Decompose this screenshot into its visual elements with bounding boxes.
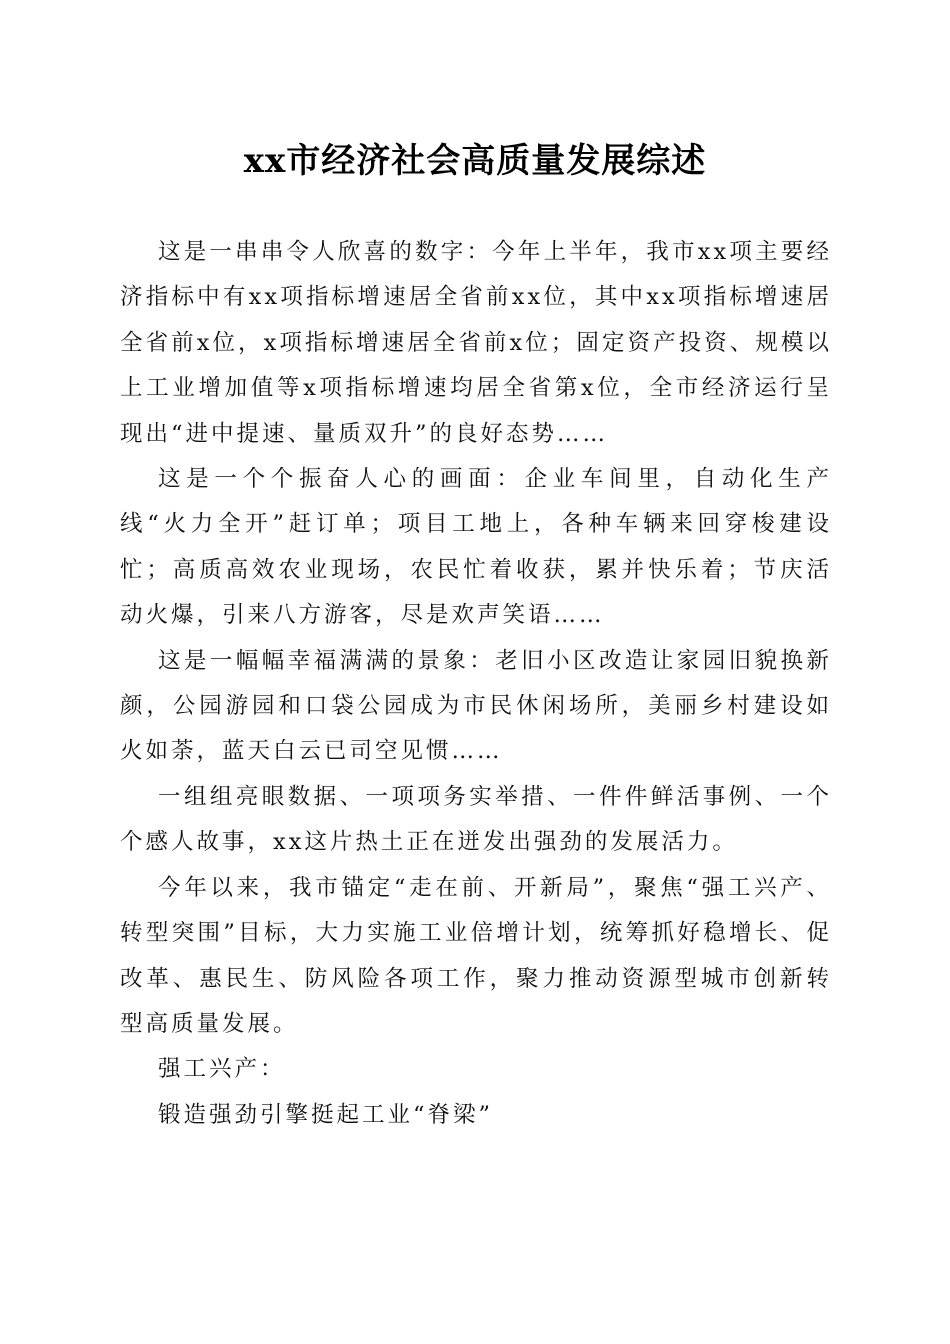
paragraph-scenes: 这是一个个振奋人心的画面：企业车间里，自动化生产线“火力全开”赶订单；项目工地上，各种车辆来回穿梭建设忙；高质高效农业现场，农民忙着收获，累并快乐着；节庆活动火爆，引来八方游客，尽是欢声笑语…… xyxy=(120,466,832,629)
section-subheading: 锻造强劲引擎挺起工业“脊梁” xyxy=(158,1101,494,1128)
document-title: xx市经济社会高质量发展综述 xyxy=(243,141,707,181)
document-body xyxy=(120,230,832,1138)
paragraph-vitality: 一组组亮眼数据、一项项务实举措、一件件鲜活事例、一个个感人故事，xx这片热土正在迸发出强劲的发展活力。 xyxy=(120,783,832,856)
paragraph-numbers: 这是一串串令人欣喜的数字：今年上半年，我市xx项主要经济指标中有xx项指标增速居全省前xx位，其中xx项指标增速居全省前x位，x项指标增速居全省前x位；固定资产投资、规模以上工业增加值等x项指标增速均居全省第x位，全市经济运行呈现出“进中提速、量质双升”的良好态势…… xyxy=(120,239,832,447)
paragraph-happiness: 这是一幅幅幸福满满的景象：老旧小区改造让家园旧貌换新颜，公园游园和口袋公园成为市民休闲场所，美丽乡村建设如火如荼，蓝天白云已司空见惯…… xyxy=(120,647,832,765)
paragraph-this-year: 今年以来，我市锚定“走在前、开新局”，聚焦“强工兴产、转型突围”目标，大力实施工业倍增计划，统筹抓好稳增长、促改革、惠民生、防风险各项工作，聚力推动资源型城市创新转型高质量发展。 xyxy=(120,874,832,1037)
section-heading: 强工兴产： xyxy=(158,1056,286,1083)
